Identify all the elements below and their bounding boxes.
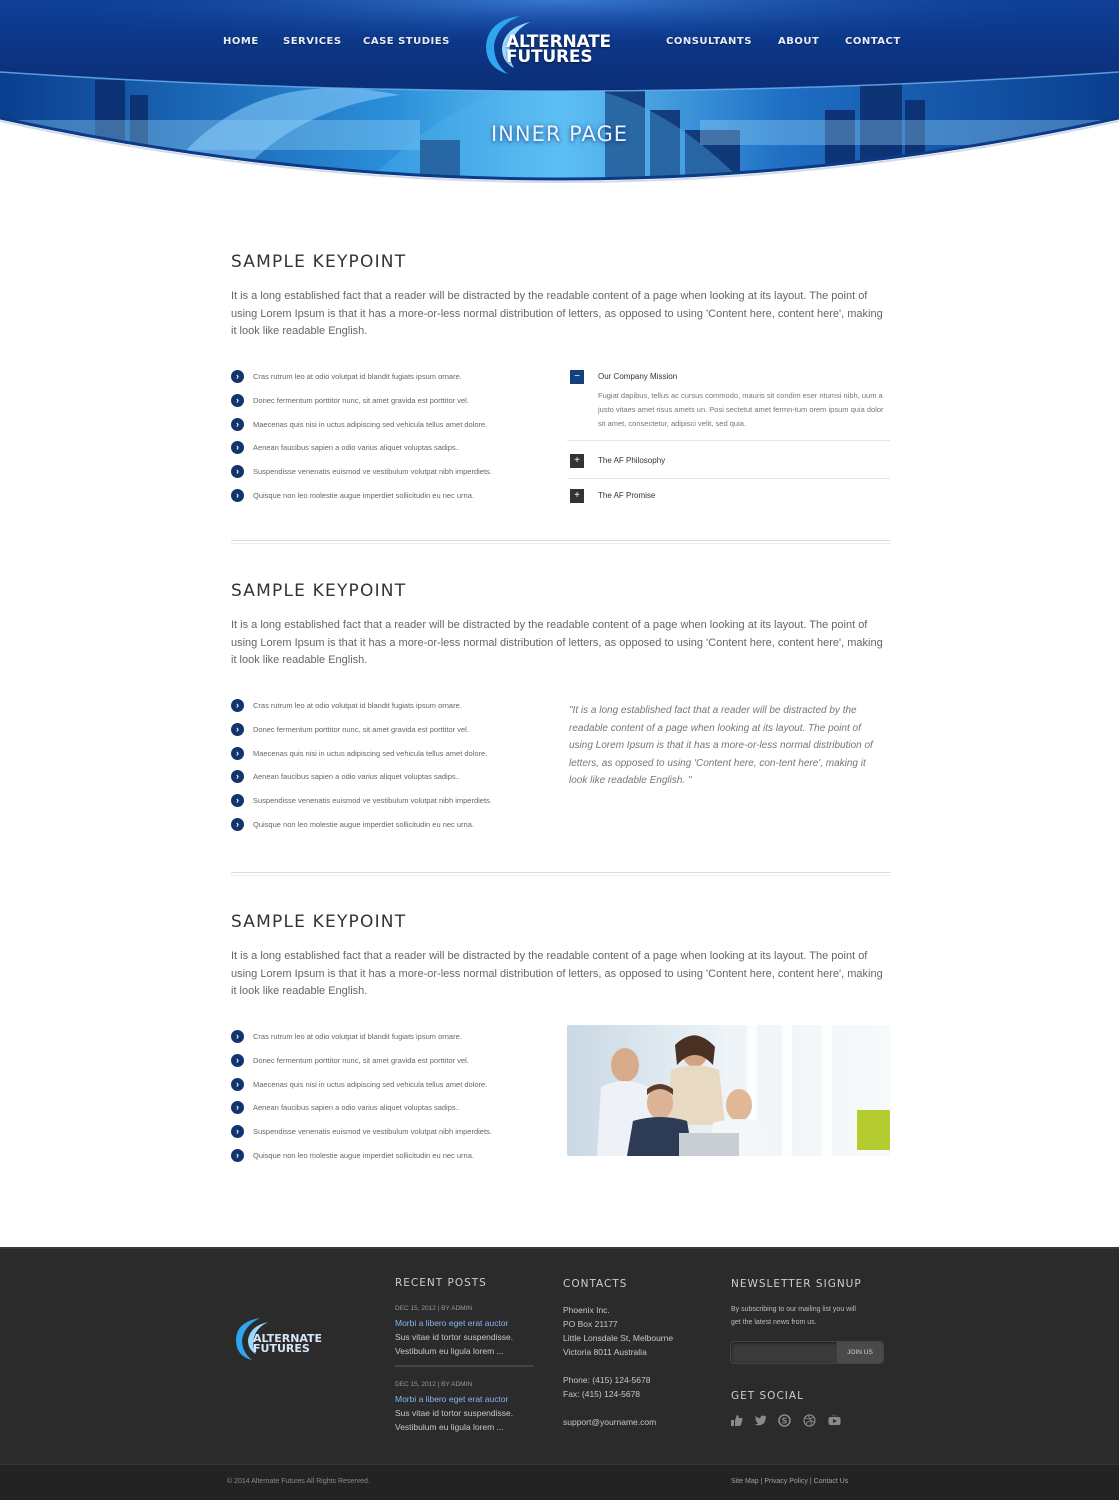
section-intro: It is a long established fact that a reader will be distracted by the readable content of a page when looking at its layout. The point of using Lorem Ipsum is that it has a more-or-less normal distribution of letters, as opposed to using 'Content here, content here', making it look like readable English. xyxy=(231,290,883,338)
post-excerpt: Sus vitae id tortor suspendisse. xyxy=(395,1332,514,1342)
newsletter-text: By subscribing to our mailing list you will xyxy=(731,1306,856,1313)
post-meta: DEC 15, 2012 | BY ADMIN xyxy=(395,1381,473,1388)
minus-icon[interactable]: − xyxy=(570,370,584,384)
contact-fax: Fax: (415) 124-5678 xyxy=(563,1389,641,1399)
contact-email[interactable]: support@yourname.com xyxy=(563,1417,657,1427)
post-meta: DEC 15, 2012 | BY ADMIN xyxy=(395,1305,473,1312)
chevron-right-icon: › xyxy=(231,747,244,760)
logo-text-line2: FUTURES xyxy=(506,47,593,67)
footer-logo-line2: FUTURES xyxy=(253,1342,310,1355)
contact-po-box: PO Box 21177 xyxy=(563,1319,618,1329)
keypoint-section-3 xyxy=(231,912,890,1172)
list-item: › Cras rutrum leo at odio volutpat id blandit fugiats ipsum ornare. xyxy=(231,370,551,394)
accordion-title: Our Company Mission xyxy=(598,372,678,381)
post-divider xyxy=(395,1365,534,1367)
list-item: › Donec fermentum porttitor nunc, sit amet gravida est porttitor vel. xyxy=(231,723,551,747)
list-item: › Aenean faucibus sapien a odio varius aliquet voluptas sadips.. xyxy=(231,1101,551,1125)
footer-bottom-bar xyxy=(0,1464,1119,1500)
list-item: › Quisque non leo molestie augue imperdiet sollicitudin eu nec urna. xyxy=(231,818,551,842)
section-intro: It is a long established fact that a reader will be distracted by the readable content of a page when looking at its layout. The point of using Lorem Ipsum is that it has a more-or-less normal distribution of letters, as opposed to using 'Content here, content here', making it look like readable English. xyxy=(231,619,883,667)
post-excerpt: Vestibulum eu ligula lorem ... xyxy=(395,1346,504,1356)
post-excerpt: Vestibulum eu ligula lorem ... xyxy=(395,1422,504,1432)
site-header xyxy=(0,0,1119,200)
accordion xyxy=(567,370,890,503)
chevron-right-icon: › xyxy=(231,489,244,502)
section-divider xyxy=(231,872,890,876)
nav-services[interactable]: SERVICES xyxy=(283,36,342,47)
bullet-list xyxy=(231,370,551,513)
skype-icon[interactable] xyxy=(778,1414,791,1427)
list-item: › Aenean faucibus sapien a odio varius aliquet voluptas sadips.. xyxy=(231,441,551,465)
list-item: › Maecenas quis nisi in uctus adipiscing sed vehicula tellus amet dolore. xyxy=(231,418,551,442)
nav-home[interactable]: HOME xyxy=(223,36,259,47)
list-item: › Aenean faucibus sapien a odio varius aliquet voluptas sadips.. xyxy=(231,770,551,794)
list-item: › Suspendisse venenatis euismod ve vestibulum volutpat nibh imperdiets. xyxy=(231,465,551,489)
site-footer xyxy=(0,1247,1119,1500)
chevron-right-icon: › xyxy=(231,370,244,383)
list-item: › Suspendisse venenatis euismod ve vestibulum volutpat nibh imperdiets. xyxy=(231,1125,551,1149)
team-photo-illustration xyxy=(567,1025,890,1156)
team-photo xyxy=(567,1025,890,1156)
dribbble-icon[interactable] xyxy=(803,1414,816,1427)
chevron-right-icon: › xyxy=(231,1101,244,1114)
chevron-right-icon: › xyxy=(231,723,244,736)
accordion-title: The AF Philosophy xyxy=(598,456,666,465)
chevron-right-icon: › xyxy=(231,418,244,431)
nav-case-studies[interactable]: CASE STUDIES xyxy=(363,36,450,47)
page-title: INNER PAGE xyxy=(490,122,628,146)
site-map-link[interactable]: Site Map xyxy=(731,1478,759,1485)
bullet-list xyxy=(231,1030,551,1173)
accordion-header-philosophy[interactable] xyxy=(567,454,890,468)
nav-consultants[interactable]: CONSULTANTS xyxy=(666,36,752,47)
post-link[interactable]: Morbi a libero eget erat auctor xyxy=(395,1318,509,1328)
svg-text:S: S xyxy=(781,1416,788,1426)
site-logo[interactable] xyxy=(478,12,638,78)
logo-text-line1: ALTERNATE xyxy=(506,32,611,52)
post-link[interactable]: Morbi a libero eget erat auctor xyxy=(395,1394,509,1404)
copyright-text: © 2014 Alternate Futures All Rights Reserved. xyxy=(227,1478,370,1485)
contact-company: Phoenix Inc. xyxy=(563,1305,610,1315)
list-item: › Quisque non leo molestie augue imperdiet sollicitudin eu nec urna. xyxy=(231,489,551,513)
accordion-header-promise[interactable] xyxy=(567,489,890,503)
accordion-body: Fugiat dapibus, tellus ac cursus commodo, mauris sit condim eser ntumsi nibh, uum a justo vitaes amet risus amets un. Posi sectetut amet fermn-tum orem ipsum quia dolor sit amet, consectetur, adipisci velit, sed quia. xyxy=(598,391,884,428)
chevron-right-icon: › xyxy=(231,818,244,831)
list-item: › Cras rutrum leo at odio volutpat id blandit fugiats ipsum ornare. xyxy=(231,1030,551,1054)
chevron-right-icon: › xyxy=(231,770,244,783)
link-separator: | xyxy=(809,1478,814,1485)
contact-phone: Phone: (415) 124-5678 xyxy=(563,1375,651,1385)
chevron-right-icon: › xyxy=(231,441,244,454)
chevron-right-icon: › xyxy=(231,1125,244,1138)
list-item: › Suspendisse venenatis euismod ve vestibulum volutpat nibh imperdiets. xyxy=(231,794,551,818)
list-item: › Maecenas quis nisi in uctus adipiscing sed vehicula tellus amet dolore. xyxy=(231,747,551,771)
get-social-title: GET SOCIAL xyxy=(731,1390,804,1402)
join-us-button[interactable]: JOIN US xyxy=(836,1342,883,1363)
accordion-title: The AF Promise xyxy=(598,491,656,500)
footer-logo[interactable] xyxy=(232,1316,342,1362)
chevron-right-icon: › xyxy=(231,1054,244,1067)
chevron-right-icon: › xyxy=(231,1149,244,1162)
contact-region: Victoria 8011 Australia xyxy=(563,1347,647,1357)
post-excerpt: Sus vitae id tortor suspendisse. xyxy=(395,1408,514,1418)
chevron-right-icon: › xyxy=(231,794,244,807)
list-item: › Quisque non leo molestie augue imperdiet sollicitudin eu nec urna. xyxy=(231,1149,551,1173)
chevron-right-icon: › xyxy=(231,394,244,407)
link-separator: | xyxy=(760,1478,765,1485)
privacy-policy-link[interactable]: Privacy Policy xyxy=(764,1478,808,1485)
list-item: › Donec fermentum porttitor nunc, sit amet gravida est porttitor vel. xyxy=(231,1054,551,1078)
list-item: › Donec fermentum porttitor nunc, sit amet gravida est porttitor vel. xyxy=(231,394,551,418)
chevron-right-icon: › xyxy=(231,699,244,712)
twitter-icon[interactable] xyxy=(754,1414,767,1427)
section-divider xyxy=(231,540,890,544)
like-icon[interactable] xyxy=(730,1414,743,1427)
nav-about[interactable]: ABOUT xyxy=(778,36,820,47)
plus-icon[interactable]: + xyxy=(570,489,584,503)
list-item: › Maecenas quis nisi in uctus adipiscing sed vehicula tellus amet dolore. xyxy=(231,1078,551,1102)
newsletter-text: get the latest news from us. xyxy=(731,1319,817,1326)
list-item: › Cras rutrum leo at odio volutpat id blandit fugiats ipsum ornare. xyxy=(231,699,551,723)
testimonial-quote: "It is a long established fact that a reader will be distracted by the readable content of a page when looking at its layout. The point of using Lorem Ipsum is that it has a more-or-less normal distribution of letters, as opposed to using 'Content here, con-tent here', making it look like readable English. " xyxy=(569,705,873,787)
keypoint-section-1 xyxy=(231,252,890,512)
footer-links xyxy=(731,1478,848,1485)
contact-street: Little Lonsdale St, Melbourne xyxy=(563,1333,674,1343)
section-intro: It is a long established fact that a reader will be distracted by the readable content of a page when looking at its layout. The point of using Lorem Ipsum is that it has a more-or-less normal distribution of letters, as opposed to using 'Content here, content here', making it look like readable English. xyxy=(231,950,883,998)
youtube-icon[interactable] xyxy=(828,1414,841,1427)
recent-posts-title: RECENT POSTS xyxy=(395,1277,487,1289)
keypoint-section-2 xyxy=(231,581,890,841)
section-title: SAMPLE KEYPOINT xyxy=(231,581,407,601)
newsletter-title: NEWSLETTER SIGNUP xyxy=(731,1278,862,1290)
section-title: SAMPLE KEYPOINT xyxy=(231,912,407,932)
svg-text:You: You xyxy=(831,1414,838,1418)
chevron-right-icon: › xyxy=(231,1078,244,1091)
section-title: SAMPLE KEYPOINT xyxy=(231,252,407,272)
bullet-list xyxy=(231,699,551,842)
nav-contact[interactable]: CONTACT xyxy=(845,36,901,47)
plus-icon[interactable]: + xyxy=(570,454,584,468)
contacts-title: CONTACTS xyxy=(563,1278,628,1290)
chevron-right-icon: › xyxy=(231,1030,244,1043)
footer-logo-line1: ALTERNATE xyxy=(253,1332,323,1345)
contact-us-link[interactable]: Contact Us xyxy=(813,1478,849,1485)
accordion-header-mission[interactable] xyxy=(567,370,890,384)
chevron-right-icon: › xyxy=(231,465,244,478)
